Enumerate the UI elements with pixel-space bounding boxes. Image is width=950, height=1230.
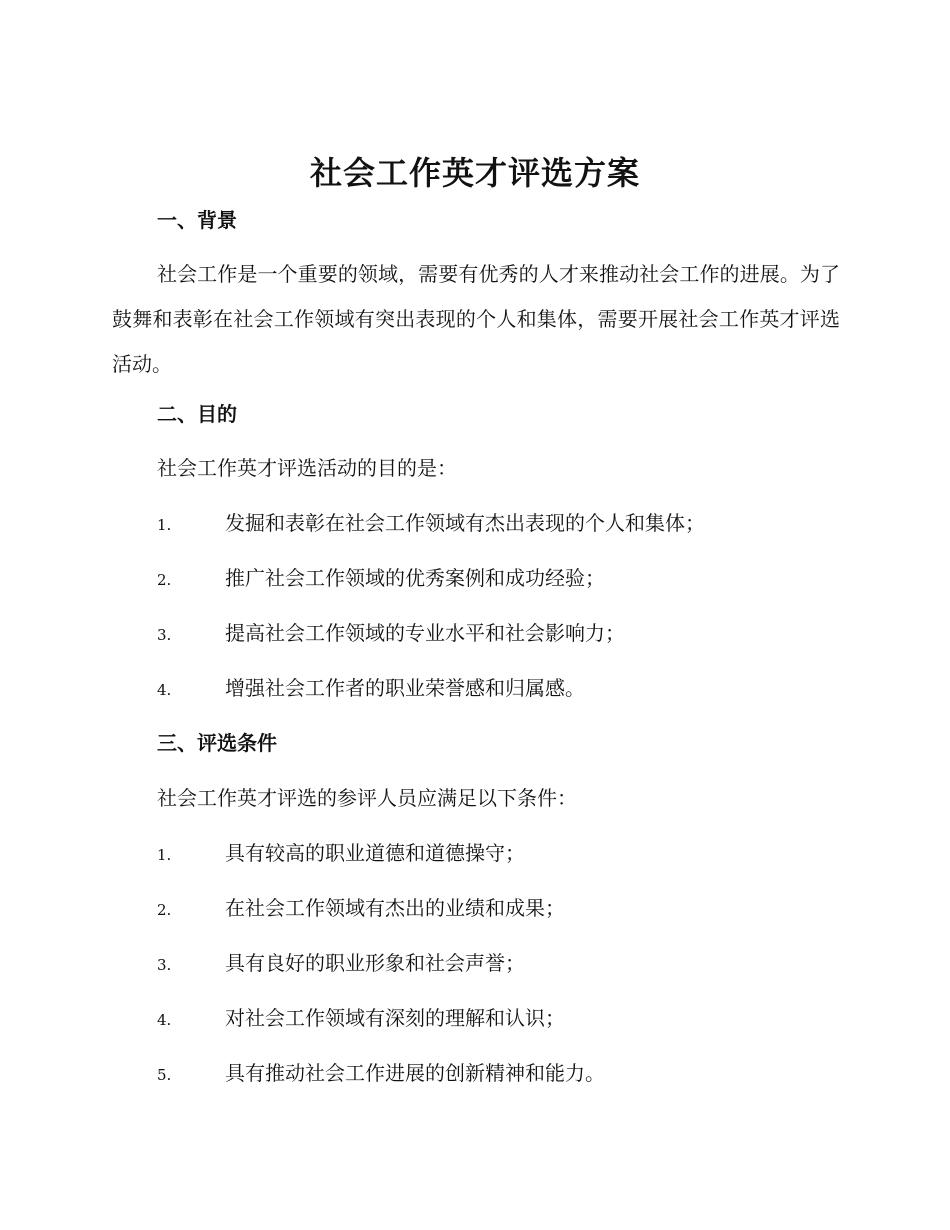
list-item-text: 提高社会工作领域的专业水平和社会影响力；: [225, 621, 625, 645]
list-item-number: 3.: [157, 956, 172, 974]
section-paragraph-background: 社会工作是一个重要的领域，需要有优秀的人才来推动社会工作的进展。为了鼓舞和表彰在社会工作领域有突出表现的个人和集体，需要开展社会工作英才评选活动。: [112, 262, 840, 376]
list-item-text: 增强社会工作者的职业荣誉感和归属感。: [225, 676, 585, 700]
list-item: [157, 563, 605, 595]
list-item-text: 推广社会工作领域的优秀案例和成功经验；: [225, 566, 605, 590]
list-item-number: 2.: [157, 571, 172, 589]
list-item-text: 具有较高的职业道德和道德操守；: [225, 841, 525, 865]
list-item-text: 发掘和表彰在社会工作领域有杰出表现的个人和集体；: [225, 511, 705, 535]
list-item: [157, 618, 625, 650]
list-item: [157, 508, 705, 540]
list-item-number: 4.: [157, 681, 172, 699]
list-item-text: 具有良好的职业形象和社会声誉；: [225, 951, 525, 975]
list-item-number: 1.: [157, 516, 172, 534]
list-item-number: 1.: [157, 846, 172, 864]
section-intro-purpose: 社会工作英才评选活动的目的是：: [157, 456, 457, 480]
section-heading-background: 一、背景: [157, 208, 237, 232]
list-item: [157, 838, 525, 870]
list-item: [157, 948, 525, 980]
list-item: [157, 893, 565, 925]
list-item-number: 2.: [157, 901, 172, 919]
section-heading-criteria: 三、评选条件: [157, 731, 277, 755]
section-intro-criteria: 社会工作英才评选的参评人员应满足以下条件：: [157, 786, 577, 810]
list-item: [157, 673, 585, 705]
list-item: [157, 1058, 605, 1090]
list-item-text: 具有推动社会工作进展的创新精神和能力。: [225, 1061, 605, 1085]
list-item-number: 3.: [157, 626, 172, 644]
list-item-text: 在社会工作领域有杰出的业绩和成果；: [225, 896, 565, 920]
list-item-number: 4.: [157, 1011, 172, 1029]
document-title: 社会工作英才评选方案: [309, 154, 640, 192]
list-item-text: 对社会工作领域有深刻的理解和认识；: [225, 1006, 565, 1030]
list-item-number: 5.: [157, 1066, 172, 1084]
section-heading-purpose: 二、目的: [157, 402, 237, 426]
list-item: [157, 1003, 565, 1035]
